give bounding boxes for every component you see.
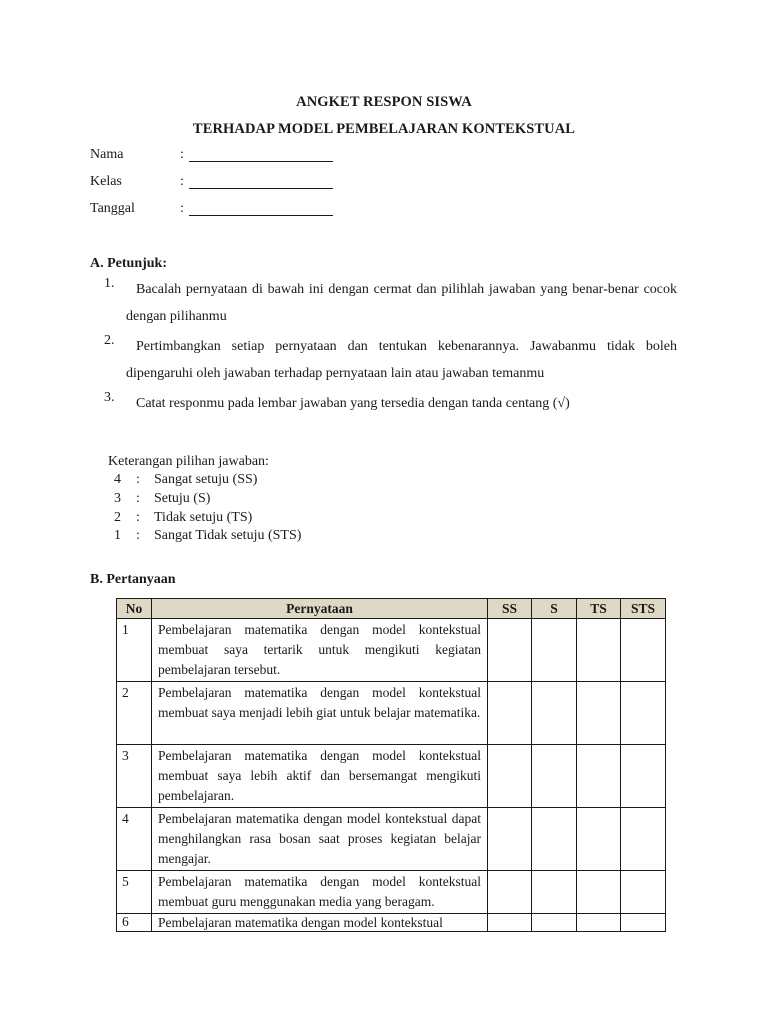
row-statement: Pembelajaran matematika dengan model kontekstual dapat menghilangkan rasa bosan saat proses kegiatan belajar mengajar. [152,808,488,871]
table-row [117,871,666,914]
table-row [117,808,666,871]
document-subtitle: TERHADAP MODEL PEMBELAJARAN KONTEKSTUAL [192,121,576,137]
section-b-heading: B. Pertanyaan [90,572,176,587]
legend-score: 3 [114,491,121,506]
answer-cell-ss[interactable] [488,745,532,808]
table-header-row [117,599,666,619]
answer-cell-sts[interactable] [621,808,666,871]
header-no: No [117,599,152,619]
answer-cell-s[interactable] [532,745,577,808]
answer-cell-s[interactable] [532,914,577,932]
answer-cell-sts[interactable] [621,619,666,682]
answer-cell-ts[interactable] [577,871,621,914]
answer-cell-sts[interactable] [621,745,666,808]
row-statement: Pembelajaran matematika dengan model kontekstual membuat saya lebih aktif dan bersemangat mengikuti pembelajaran. [152,745,488,808]
instruction-number: 1. [104,276,115,291]
answer-cell-ss[interactable] [488,682,532,745]
legend-title: Keterangan pilihan jawaban: [108,454,269,469]
answer-cell-ts[interactable] [577,914,621,932]
row-number: 5 [117,871,152,914]
row-statement: Pembelajaran matematika dengan model kontekstual membuat guru menggunakan media yang beragam. [152,871,488,914]
row-number: 4 [117,808,152,871]
answer-cell-ts[interactable] [577,682,621,745]
legend-text: Setuju (S) [154,491,211,506]
answer-cell-ss[interactable] [488,619,532,682]
row-number: 6 [117,914,152,932]
answer-cell-s[interactable] [532,619,577,682]
legend-score: 4 [114,472,121,487]
answer-cell-s[interactable] [532,808,577,871]
questionnaire-table [116,598,666,932]
instruction-number: 2. [104,333,115,348]
date-blank-line[interactable] [189,215,333,216]
legend-score: 2 [114,510,121,525]
instruction-number: 3. [104,390,115,405]
header-ts: TS [577,599,621,619]
answer-cell-ts[interactable] [577,745,621,808]
instruction-text: Catat responmu pada lembar jawaban yang tersedia dengan tanda centang (√) [136,396,570,411]
answer-cell-ss[interactable] [488,808,532,871]
answer-cell-ts[interactable] [577,619,621,682]
legend-separator: : [136,510,140,525]
header-ss: SS [488,599,532,619]
date-label: Tanggal [90,201,135,216]
legend-separator: : [136,491,140,506]
class-separator: : [180,174,184,189]
row-statement: Pembelajaran matematika dengan model kontekstual membuat saya menjadi lebih giat untuk belajar matematika. [152,682,488,745]
date-separator: : [180,201,184,216]
name-label: Nama [90,147,124,162]
name-blank-line[interactable] [189,161,333,162]
legend-score: 1 [114,528,121,543]
row-statement: Pembelajaran matematika dengan model kontekstual [152,914,488,932]
answer-cell-sts[interactable] [621,871,666,914]
table-row [117,682,666,745]
answer-cell-s[interactable] [532,871,577,914]
class-label: Kelas [90,174,122,189]
row-statement: Pembelajaran matematika dengan model kontekstual membuat saya tertarik untuk mengikuti kegiatan pembelajaran tersebut. [152,619,488,682]
table-row [117,745,666,808]
answer-cell-s[interactable] [532,682,577,745]
header-s: S [532,599,577,619]
legend-text: Sangat Tidak setuju (STS) [154,528,302,543]
answer-cell-sts[interactable] [621,914,666,932]
header-statement: Pernyataan [152,599,488,619]
row-number: 3 [117,745,152,808]
row-number: 1 [117,619,152,682]
legend-text: Sangat setuju (SS) [154,472,258,487]
table-row [117,619,666,682]
instruction-text: Bacalah pernyataan di bawah ini dengan cermat dan pilihlah jawaban yang benar-benar cocok dengan pilihanmu [126,282,677,324]
answer-cell-sts[interactable] [621,682,666,745]
legend-separator: : [136,528,140,543]
table-row [117,914,666,932]
legend-text: Tidak setuju (TS) [154,510,253,525]
answer-cell-ts[interactable] [577,808,621,871]
answer-cell-ss[interactable] [488,871,532,914]
section-a-heading: A. Petunjuk: [90,256,168,271]
row-number: 2 [117,682,152,745]
document-title: ANGKET RESPON SISWA [296,94,472,110]
class-blank-line[interactable] [189,188,333,189]
instruction-text: Pertimbangkan setiap pernyataan dan tentukan kebenarannya. Jawabanmu tidak boleh dipengaruhi oleh jawaban terhadap pernyataan lain atau jawaban temanmu [126,339,677,381]
header-sts: STS [621,599,666,619]
answer-cell-ss[interactable] [488,914,532,932]
legend-separator: : [136,472,140,487]
name-separator: : [180,147,184,162]
